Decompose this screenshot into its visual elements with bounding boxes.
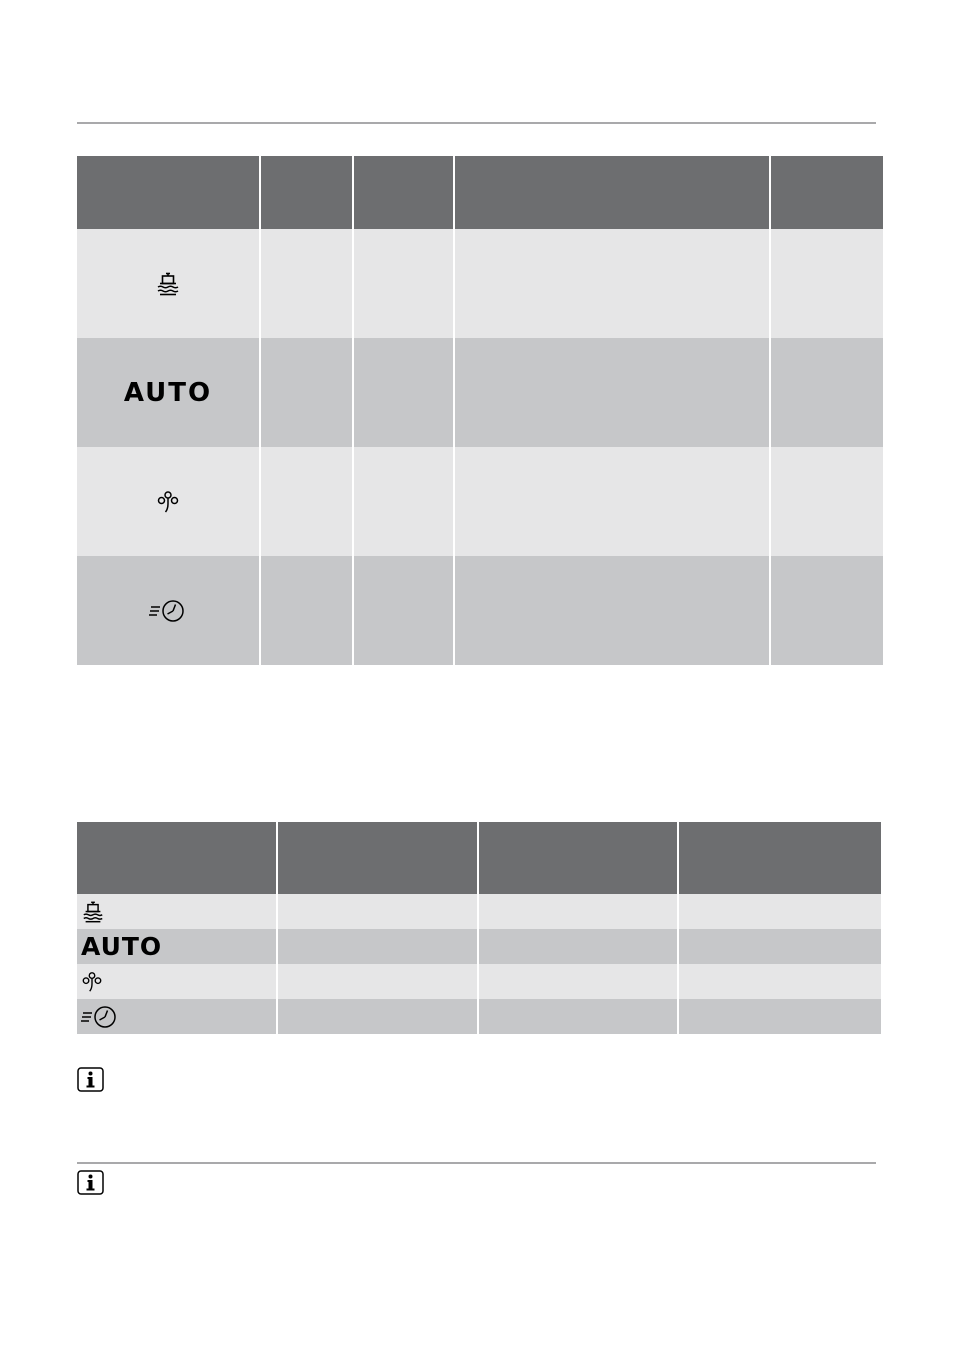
table-cell xyxy=(770,338,883,447)
programme-cell xyxy=(77,999,277,1034)
table-cell xyxy=(678,964,881,999)
programme-cell xyxy=(77,229,260,338)
table-row xyxy=(77,229,883,338)
table-cell xyxy=(277,929,478,964)
auto-label: AUTO xyxy=(81,932,163,961)
table-cell xyxy=(277,964,478,999)
programme-cell xyxy=(77,929,277,964)
table-cell xyxy=(353,447,454,556)
header-cell xyxy=(770,156,883,229)
header-cell xyxy=(260,156,353,229)
table-cell xyxy=(478,999,678,1034)
table-cell xyxy=(478,964,678,999)
table-cell xyxy=(260,338,353,447)
top-divider xyxy=(77,122,876,124)
table-cell xyxy=(770,229,883,338)
table-row xyxy=(77,447,883,556)
table-cell xyxy=(478,894,678,929)
table-cell xyxy=(260,556,353,665)
header-cell xyxy=(77,822,277,894)
table-cell xyxy=(353,229,454,338)
table-cell xyxy=(277,999,478,1034)
auto-label: AUTO xyxy=(123,377,213,408)
programme-cell xyxy=(77,894,277,929)
quick-clock-icon xyxy=(81,1005,119,1029)
pots-pans-icon xyxy=(81,900,105,924)
table-cell xyxy=(454,338,770,447)
table-cell xyxy=(277,894,478,929)
table-cell xyxy=(260,447,353,556)
table-row xyxy=(77,929,881,964)
eco-flower-icon xyxy=(156,490,180,514)
header-cell xyxy=(478,822,678,894)
table-row xyxy=(77,999,881,1034)
header-cell xyxy=(678,822,881,894)
programme-cell xyxy=(77,338,260,447)
consumption-table xyxy=(77,822,881,1034)
table-cell xyxy=(454,229,770,338)
info-icon xyxy=(77,1067,104,1092)
table-cell xyxy=(353,556,454,665)
table-row xyxy=(77,964,881,999)
programme-cell xyxy=(77,964,277,999)
table-cell xyxy=(678,999,881,1034)
quick-clock-icon xyxy=(149,599,187,623)
header-cell xyxy=(454,156,770,229)
table-cell xyxy=(678,894,881,929)
programme-table xyxy=(77,156,883,665)
header-cell xyxy=(77,156,260,229)
programme-cell xyxy=(77,556,260,665)
table-cell xyxy=(770,447,883,556)
table-cell xyxy=(454,447,770,556)
eco-flower-icon xyxy=(81,971,103,993)
table-header-row xyxy=(77,822,881,894)
table-row xyxy=(77,556,883,665)
header-cell xyxy=(353,156,454,229)
info-icon xyxy=(77,1170,104,1195)
table-cell xyxy=(260,229,353,338)
table-cell xyxy=(678,929,881,964)
table-cell xyxy=(770,556,883,665)
table-header-row xyxy=(77,156,883,229)
header-cell xyxy=(277,822,478,894)
section-divider xyxy=(77,1162,876,1164)
table-cell xyxy=(353,338,454,447)
programme-cell xyxy=(77,447,260,556)
table-cell xyxy=(454,556,770,665)
table-cell xyxy=(478,929,678,964)
table-row xyxy=(77,894,881,929)
pots-pans-icon xyxy=(155,271,181,297)
table-row xyxy=(77,338,883,447)
